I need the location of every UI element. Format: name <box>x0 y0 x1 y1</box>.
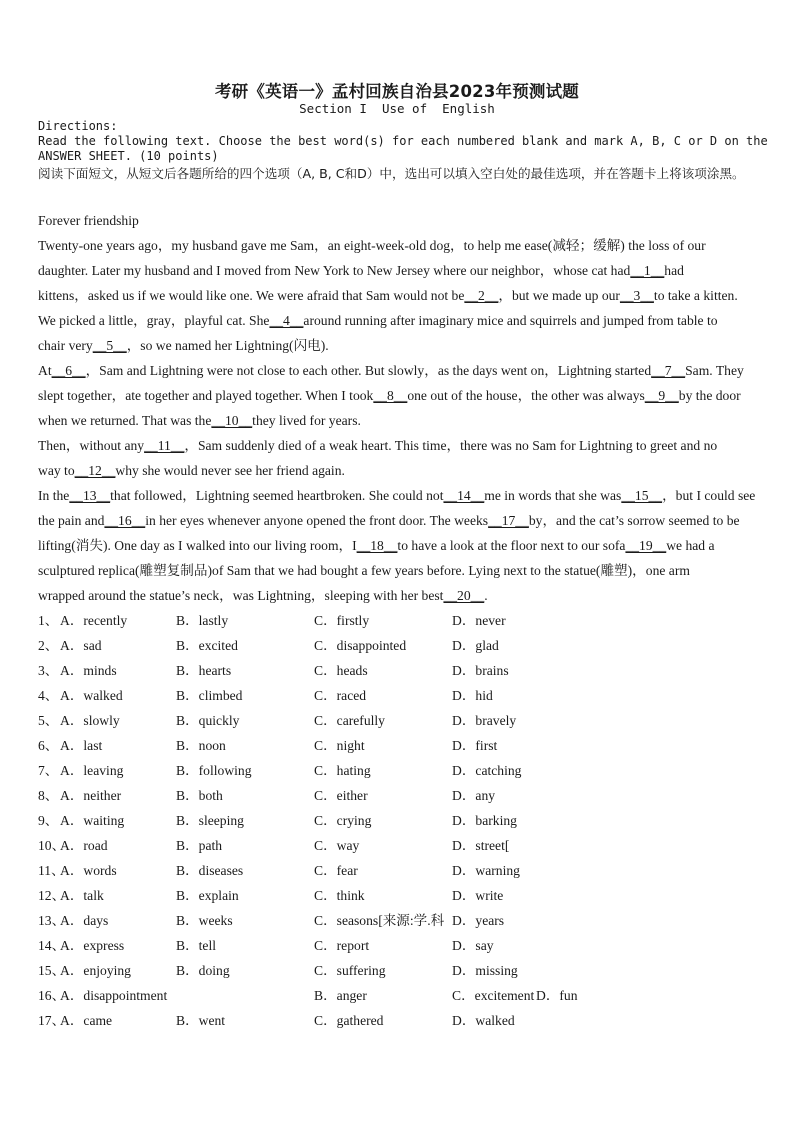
option-d: D．say <box>452 938 494 953</box>
option-c: C．suffering <box>314 963 386 978</box>
passage-line <box>38 461 345 481</box>
passage-text: In the <box>38 488 70 503</box>
option-a: A．express <box>60 938 125 953</box>
option-b: B．lastly <box>176 613 229 628</box>
passage-text: Sam. They <box>685 363 744 378</box>
question-number: 12、 <box>38 888 66 903</box>
passage-line <box>38 561 690 581</box>
option-d: D．any <box>452 788 496 803</box>
passage-text: ，but we made up our <box>498 288 620 303</box>
passage-text: kittens，asked us if we would like one. We were afraid that Sam would not be <box>38 288 465 303</box>
passage-line <box>38 511 740 531</box>
answer-blank: __18__ <box>356 538 398 553</box>
question-number: 2、 <box>38 638 59 653</box>
option-b: B．both <box>176 788 223 803</box>
option-c: C．excitement <box>452 988 535 1003</box>
option-d: D．fun <box>536 988 578 1003</box>
passage-text: ，Sam and Lightning were not close to each other. But slowly，as the days went on，Lightning started <box>85 363 652 378</box>
directions-cn-text: 阅读下面短文，从短文后各题所给的四个选项（A, B, C和D）中，选出可以填入空白处的最佳选项，并在答题卡上将该项涂黑。 <box>38 166 745 181</box>
directions-text-line1: Read the following text. Choose the best word(s) for each numbered blank and mark A, B, C or D on the <box>38 134 768 148</box>
option-c: C．crying <box>314 813 372 828</box>
option-a: A．road <box>60 838 108 853</box>
option-c: C．way <box>314 838 360 853</box>
question-number: 15、 <box>38 963 66 978</box>
option-c: C．raced <box>314 688 367 703</box>
option-b: B．doing <box>176 963 230 978</box>
passage-title: Forever friendship <box>38 213 139 228</box>
answer-blank: __6__ <box>51 363 86 378</box>
passage-line <box>38 261 684 281</box>
passage-text: . <box>484 588 488 603</box>
passage-line <box>38 411 361 431</box>
question-number: 13、 <box>38 913 66 928</box>
option-c: C．carefully <box>314 713 385 728</box>
option-d: D．warning <box>452 863 520 878</box>
passage-line <box>38 236 706 256</box>
option-b: B．anger <box>314 988 367 1003</box>
option-b: B．climbed <box>176 688 243 703</box>
option-a: A．neither <box>60 788 122 803</box>
passage-text: We picked a little，gray，playful cat. She <box>38 313 270 328</box>
passage-text: by the door <box>678 388 741 403</box>
answer-blank: __5__ <box>92 338 127 353</box>
option-d: D．bravely <box>452 713 517 728</box>
passage-text: the pain and <box>38 513 105 528</box>
passage-text: Twenty-one years ago，my husband gave me Sam，an eight-week-old dog，to help me ease(减轻；缓解) the loss of our <box>38 238 706 253</box>
option-d: D．barking <box>452 813 517 828</box>
passage-text: when we returned. That was the <box>38 413 212 428</box>
option-c: C．night <box>314 738 365 753</box>
option-a: A．minds <box>60 663 117 678</box>
option-b: B．noon <box>176 738 226 753</box>
answer-blank: __10__ <box>211 413 253 428</box>
answer-blank: __1__ <box>630 263 665 278</box>
passage-text: ，but I could see <box>662 488 756 503</box>
passage-line <box>38 361 744 381</box>
answer-blank: __16__ <box>104 513 146 528</box>
option-c: C．firstly <box>314 613 370 628</box>
option-a: A．waiting <box>60 813 125 828</box>
passage-text: chair very <box>38 338 93 353</box>
passage-text: ，Sam suddenly died of a weak heart. This time，there was no Sam for Lightning to greet and no <box>184 438 718 453</box>
passage-text: way to <box>38 463 75 478</box>
option-b: B．tell <box>176 938 217 953</box>
passage-text: wrapped around the statue’s neck，was Lightning，sleeping with her best <box>38 588 444 603</box>
question-number: 16、 <box>38 988 66 1003</box>
section-subtitle: Section I Use of English <box>299 101 495 116</box>
question-number: 14、 <box>38 938 66 953</box>
passage-text: me in words that she was <box>484 488 622 503</box>
option-d: D．missing <box>452 963 518 978</box>
option-b: B．weeks <box>176 913 233 928</box>
option-d: D．write <box>452 888 504 903</box>
option-c: C．hating <box>314 763 371 778</box>
option-d: D．hid <box>452 688 493 703</box>
option-d: D．never <box>452 613 506 628</box>
page-title: 考研《英语一》孟村回族自治县2023年预测试题 <box>214 82 580 101</box>
option-c: C．seasons[来源:学.科 <box>314 913 445 928</box>
option-d: D．catching <box>452 763 522 778</box>
option-c: C．gathered <box>314 1013 384 1028</box>
option-a: A．sad <box>60 638 102 653</box>
option-d: D．glad <box>452 638 499 653</box>
option-a: A．enjoying <box>60 963 131 978</box>
option-b: B．quickly <box>176 713 240 728</box>
passage-line <box>38 436 717 456</box>
passage-text: lifting(消失). One day as I walked into our living room，I <box>38 538 357 553</box>
option-a: A．days <box>60 913 109 928</box>
option-a: A．leaving <box>60 763 124 778</box>
option-d: D．first <box>452 738 498 753</box>
passage-text: sculptured replica(雕塑复制品)of Sam that we had bought a few years before. Lying next to the statue(雕塑)，one arm <box>38 563 690 578</box>
option-b: B．following <box>176 763 252 778</box>
question-number: 5、 <box>38 713 59 728</box>
option-a: A．came <box>60 1013 113 1028</box>
passage-text: ，so we named her Lightning(闪电). <box>126 338 329 353</box>
option-a: A．last <box>60 738 103 753</box>
option-c: C．report <box>314 938 370 953</box>
question-number: 3、 <box>38 663 59 678</box>
answer-blank: __4__ <box>269 313 304 328</box>
passage-text: that followed，Lightning seemed heartbroken. She could not <box>110 488 444 503</box>
passage-line <box>38 536 715 556</box>
option-d: D．years <box>452 913 505 928</box>
answer-blank: __17__ <box>488 513 529 528</box>
passage-text: they lived for years. <box>252 413 361 428</box>
answer-blank: __7__ <box>651 363 686 378</box>
option-c: C．heads <box>314 663 368 678</box>
option-b: B．diseases <box>176 863 244 878</box>
option-a: A．walked <box>60 688 123 703</box>
option-b: B．excited <box>176 638 238 653</box>
passage-text: around running after imaginary mice and squirrels and jumped from table to <box>303 313 718 328</box>
passage-text: to have a look at the floor next to our sofa <box>397 538 626 553</box>
passage-line <box>38 336 329 356</box>
passage-text: why she would never see her friend again. <box>115 463 345 478</box>
option-a: A．slowly <box>60 713 120 728</box>
option-a: A．recently <box>60 613 128 628</box>
question-number: 11、 <box>38 863 65 878</box>
passage-text: Then，without any <box>38 438 145 453</box>
directions-label: Directions: <box>38 119 118 133</box>
passage-text: one out of the house，the other was always <box>407 388 645 403</box>
answer-blank: __9__ <box>644 388 679 403</box>
passage-text: by，and the cat’s sorrow seemed to be <box>528 513 740 528</box>
option-d: D．walked <box>452 1013 515 1028</box>
option-b: B．hearts <box>176 663 232 678</box>
option-b: B．went <box>176 1013 226 1028</box>
answer-blank: __20__ <box>443 588 485 603</box>
answer-blank: __2__ <box>464 288 499 303</box>
option-c: C．fear <box>314 863 358 878</box>
option-d: D．street[ <box>452 838 510 853</box>
passage-line <box>38 311 718 331</box>
option-c: C．disappointed <box>314 638 407 653</box>
passage-text: to take a kitten. <box>653 288 738 303</box>
option-c: C．either <box>314 788 368 803</box>
option-c: C．think <box>314 888 365 903</box>
option-a: A．words <box>60 863 117 878</box>
answer-blank: __12__ <box>74 463 116 478</box>
answer-blank: __19__ <box>625 538 667 553</box>
question-number: 8、 <box>38 788 59 803</box>
passage-line <box>38 286 738 306</box>
answer-blank: __3__ <box>619 288 654 303</box>
option-d: D．brains <box>452 663 509 678</box>
passage-text: At <box>38 363 52 378</box>
directions-text-line2: ANSWER SHEET. (10 points) <box>38 149 219 163</box>
question-number: 6、 <box>38 738 59 753</box>
passage-text: daughter. Later my husband and I moved from New York to New Jersey where our neighbor，whose cat had <box>38 263 631 278</box>
passage-text: slept together，ate together and played together. When I took <box>38 388 374 403</box>
option-b: B．explain <box>176 888 239 903</box>
answer-blank: __11__ <box>144 438 185 453</box>
passage-line <box>38 586 488 606</box>
option-b: B．sleeping <box>176 813 244 828</box>
question-number: 7、 <box>38 763 59 778</box>
passage-text: had <box>664 263 684 278</box>
passage-line <box>38 486 755 506</box>
answer-blank: __14__ <box>443 488 485 503</box>
option-a: A．talk <box>60 888 104 903</box>
question-number: 10、 <box>38 838 66 853</box>
passage-text: in her eyes whenever anyone opened the front door. The weeks <box>145 513 489 528</box>
option-b: B．path <box>176 838 223 853</box>
passage-line <box>38 386 741 406</box>
answer-blank: __15__ <box>621 488 663 503</box>
question-number: 4、 <box>38 688 59 703</box>
option-a: A．disappointment <box>60 988 168 1003</box>
question-number: 9、 <box>38 813 59 828</box>
answer-blank: __13__ <box>69 488 111 503</box>
question-number: 17、 <box>38 1013 66 1028</box>
question-number: 1、 <box>38 613 59 628</box>
passage-text: we had a <box>666 538 715 553</box>
answer-blank: __8__ <box>373 388 408 403</box>
